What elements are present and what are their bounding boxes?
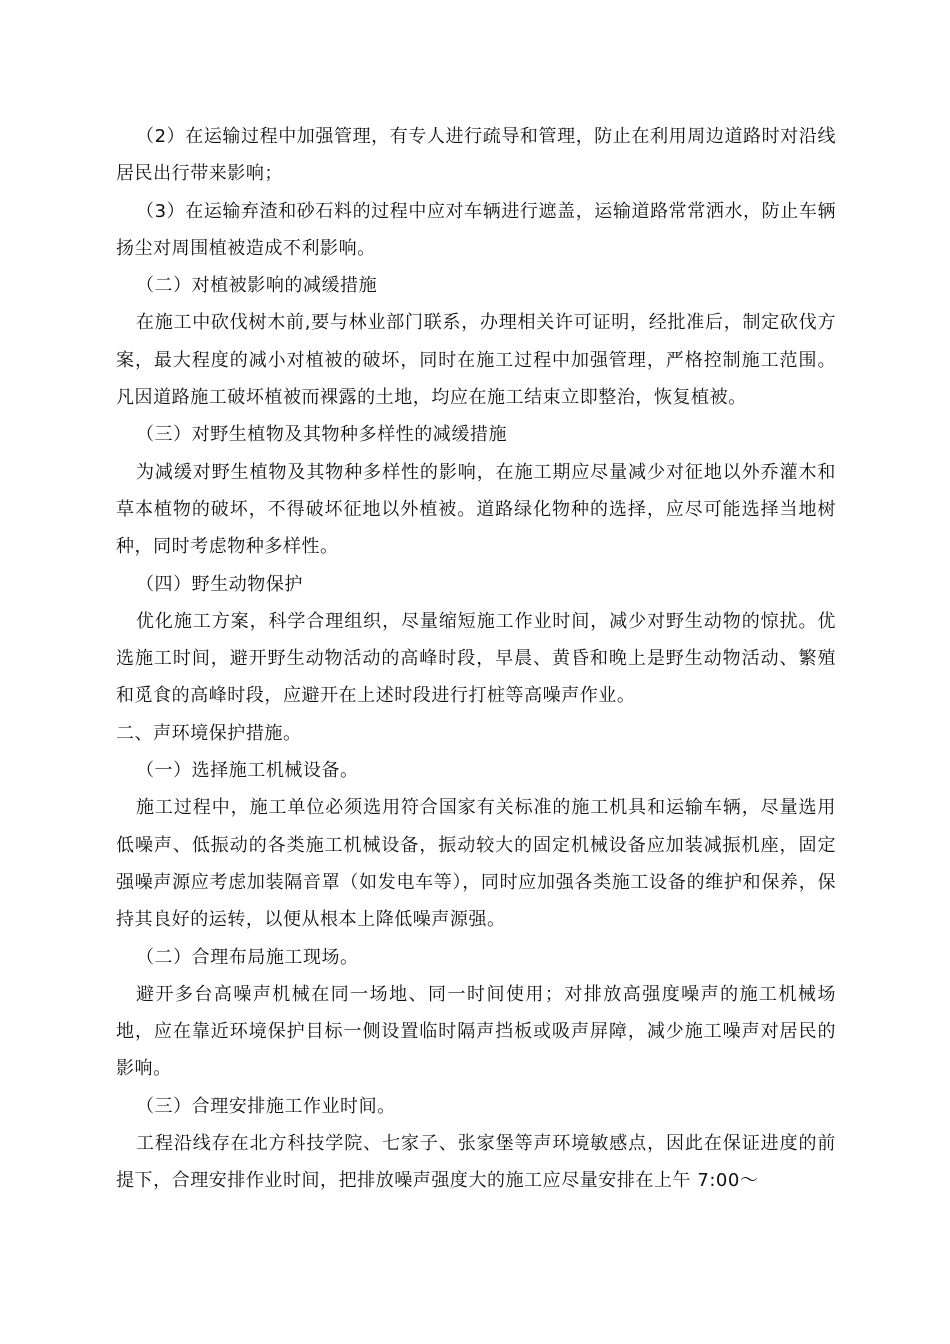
paragraph-site-layout: 避开多台高噪声机械在同一场地、同一时间使用；对排放高强度噪声的施工机械场地，应在靠近环境保护目标一侧设置临时隔声挡板或吸声屏障，减少施工噪声对居民的影响。 [116, 983, 836, 1080]
document-body [116, 118, 836, 1200]
heading-wild-plants-biodiversity: （三）对野生植物及其物种多样性的减缓措施 [136, 424, 507, 446]
paragraph-select-machinery: 施工过程中，施工单位必须选用符合国家有关标准的施工机具和运输车辆，尽量选用低噪声、低振动的各类施工机械设备，振动较大的固定机械设备应加装减振机座，固定强噪声源应考虑加装隔音罩（如发电车等），同时应加强各类施工设备的维护和保养，保持其良好的运转，以便从根本上降低噪声源强。 [116, 797, 836, 931]
paragraph-wild-plants-biodiversity: 为减缓对野生植物及其物种多样性的影响，在施工期应尽量减少对征地以外乔灌木和草本植物的破坏，不得破坏征地以外植被。道路绿化物种的选择，应尽可能选择当地树种，同时考虑物种多样性。 [116, 461, 836, 558]
section-title-noise-protection: 二、声环境保护措施。 [116, 722, 302, 744]
heading-wildlife-protection: （四）野生动物保护 [136, 573, 303, 595]
paragraph-transport-management: （2）在运输过程中加强管理，有专人进行疏导和管理，防止在利用周边道路时对沿线居民出行带来影响； [116, 126, 836, 185]
heading-vegetation-mitigation: （二）对植被影响的减缓措施 [136, 275, 378, 297]
paragraph-transport-covering: （3）在运输弃渣和砂石料的过程中应对车辆进行遮盖，运输道路常常洒水，防止车辆扬尘对周围植被造成不利影响。 [116, 200, 836, 259]
paragraph-wildlife-protection: 优化施工方案，科学合理组织，尽量缩短施工作业时间，减少对野生动物的惊扰。优选施工时间，避开野生动物活动的高峰时段，早晨、黄昏和晚上是野生动物活动、繁殖和觅食的高峰时段，应避开在上述时段进行打桩等高噪声作业。 [116, 610, 836, 707]
paragraph-work-schedule: 工程沿线存在北方科技学院、七家子、张家堡等声环境敏感点，因此在保证进度的前提下，合理安排作业时间，把排放噪声强度大的施工应尽量安排在上午 7:00～ [116, 1133, 836, 1192]
heading-site-layout: （二）合理布局施工现场。 [136, 946, 359, 968]
heading-select-machinery: （一）选择施工机械设备。 [136, 760, 359, 782]
heading-work-schedule: （三）合理安排施工作业时间。 [136, 1095, 396, 1117]
paragraph-vegetation-mitigation: 在施工中砍伐树木前,要与林业部门联系，办理相关许可证明，经批准后，制定砍伐方案，最大程度的减小对植被的破坏，同时在施工过程中加强管理，严格控制施工范围。凡因道路施工破坏植被而裸露的土地，均应在施工结束立即整治，恢复植被。 [116, 312, 836, 409]
